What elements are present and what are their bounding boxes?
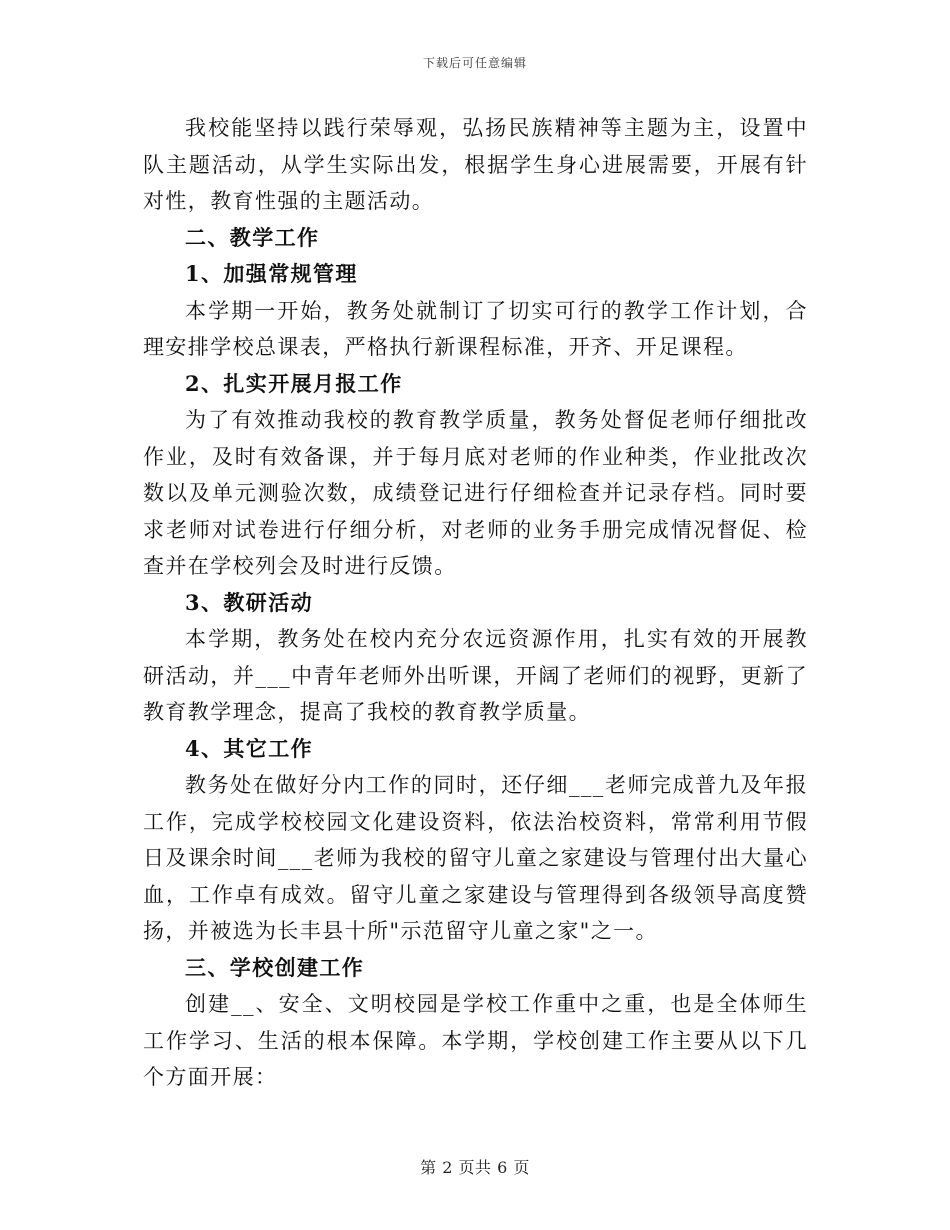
header-note: 下载后可任意编辑 [422,56,527,70]
paragraph-theme-activities: 我校能坚持以践行荣辱观，弘扬民族精神等主题为主，设置中队主题活动，从学生实际出发，根据学生身心进展需要，开展有针对性，教育性强的主题活动。 [143,116,808,213]
subheading-teaching-research: 3、教研活动 [185,589,314,615]
paragraph-school-building: 创建__、安全、文明校园是学校工作重中之重，也是全体师生工作学习、生活的根本保障。本学期，学校创建工作主要从以下几个方面开展： [143,992,808,1089]
page-number: 第 2 页共 6 页 [420,1158,530,1177]
section-heading-school-building: 三、学校创建工作 [185,954,365,980]
document-body [143,110,808,1096]
section-heading-teaching: 二、教学工作 [185,224,320,250]
subheading-monthly-report: 2、扎实开展月报工作 [185,370,403,396]
subheading-other-work: 4、其它工作 [185,735,314,761]
subheading-routine-management: 1、加强常规管理 [185,261,358,286]
paragraph-monthly-report: 为了有效推动我校的教育教学质量，教务处督促老师仔细批改作业，及时有效备课，并于每月底对老师的作业种类，作业批改次数以及单元测验次数，成绩登记进行仔细检查并记录存档。同时要求老师对试卷进行仔细分析，对老师的业务手册完成情况督促、检查并在学校列会及时进行反馈。 [143,408,808,578]
paragraph-teaching-research: 本学期，教务处在校内充分农远资源作用，扎实有效的开展教研活动，并___中青年老师外出听课，开阔了老师们的视野，更新了教育教学理念，提高了我校的教育教学质量。 [143,627,808,724]
paragraph-other-work: 教务处在做好分内工作的同时，还仔细___老师完成普九及年报工作，完成学校校园文化建设资料，依法治校资料，常常利用节假日及课余时间___老师为我校的留守儿童之家建设与管理付出大量心血，工作卓有成效。留守儿童之家建设与管理得到各级领导高度赞扬，并被选为长丰县十所"示范留守儿童之家"之一。 [143,773,808,943]
paragraph-routine-management: 本学期一开始，教务处就制订了切实可行的教学工作计划，合理安排学校总课表，严格执行新课程标准，开齐、开足课程。 [143,298,808,359]
